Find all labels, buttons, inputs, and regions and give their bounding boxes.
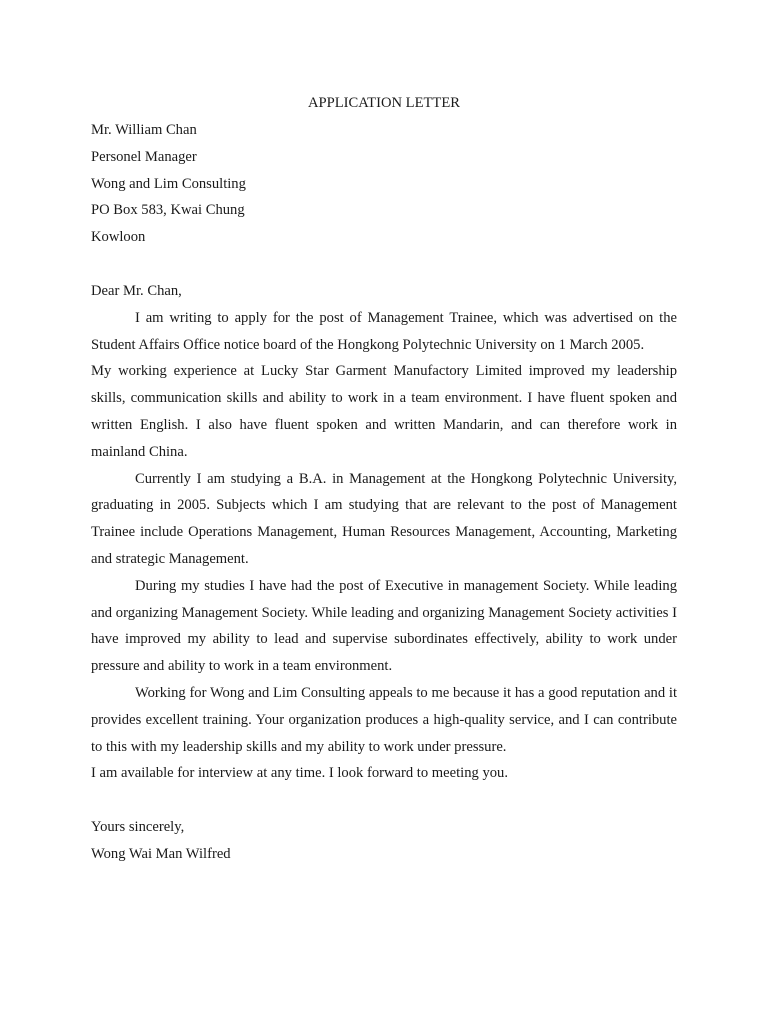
recipient-name: Mr. William Chan	[91, 122, 197, 138]
body-paragraph: My working experience at Lucky Star Garment Manufactory Limited improved my leadership skills, communication skills and ability to work in a team environment. I have fluent spoken and written English. I also have fluent spoken and written Mandarin, and can therefore work in mainland China.	[91, 363, 677, 460]
body-paragraph: During my studies I have had the post of Executive in management Society. While leading and organizing Management Society. While leading and organizing Management Society activities I have improved my ability to lead and supervise subordinates effectively, ability to work under pressure and ability to work in a team environment.	[91, 577, 677, 675]
letter-page	[91, 92, 677, 868]
recipient-company: Wong and Lim Consulting	[91, 175, 246, 192]
body-paragraph: I am available for interview at any time. I look forward to meeting you.	[91, 765, 508, 782]
spacer	[91, 787, 677, 814]
spacer	[91, 251, 677, 278]
body-paragraph: Currently I am studying a B.A. in Management at the Hongkong Polytechnic University, graduating in 2005. Subjects which I am studying that are relevant to the post of Management Trainee include Operations Management, Human Resources Management, Accounting, Marketing and strategic Management.	[91, 470, 677, 567]
body-paragraph: Working for Wong and Lim Consulting appeals to me because it has a good reputation and it provides excellent training. Your organization produces a high-quality service, and I can contribute to this with my leadership skills and my ability to work under pressure.	[91, 684, 677, 755]
letter-title: APPLICATION LETTER	[307, 95, 460, 111]
signature-name: Wong Wai Man Wilfred	[91, 845, 231, 862]
salutation: Dear Mr. Chan,	[91, 282, 182, 299]
body-paragraph: I am writing to apply for the post of Management Trainee, which was advertised on the Student Affairs Office notice board of the Hongkong Polytechnic University on 1 March 2005.	[91, 309, 677, 353]
letter-body	[91, 305, 677, 787]
recipient-address-block	[91, 117, 677, 251]
closing: Yours sincerely,	[91, 819, 185, 836]
recipient-address-line-2: Kowloon	[91, 229, 146, 246]
recipient-address-line-1: PO Box 583, Kwai Chung	[91, 202, 245, 219]
recipient-position: Personel Manager	[91, 148, 197, 165]
